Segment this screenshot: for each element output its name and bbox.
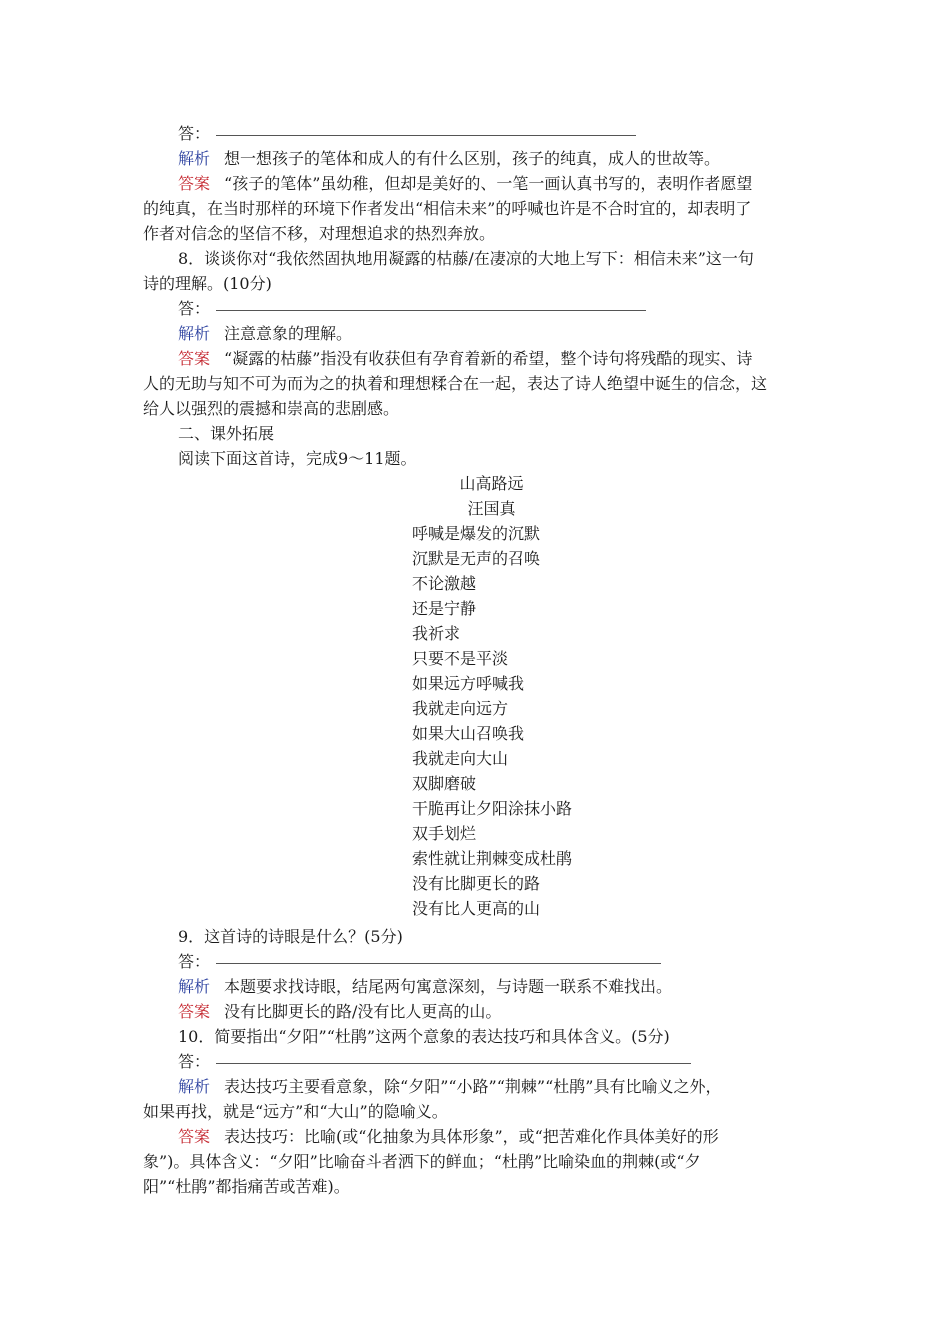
answer-q8-line-2: 人的无助与知不可为而为之的执着和理想糅合在一起，表达了诗人绝望中诞生的信念，这 xyxy=(143,374,768,393)
poem-line-3: 不论激越 xyxy=(412,574,477,593)
answer-text: 表达技巧：比喻(或“化抽象为具体形象”，或“把苦难化作具体美好的形 xyxy=(224,1127,719,1146)
poem-line-5: 我祈求 xyxy=(412,624,461,643)
answer-line-q7 xyxy=(178,121,636,146)
analysis-q10-line-2: 如果再找，就是“远方”和“大山”的隐喻义。 xyxy=(143,1102,448,1121)
analysis-tag: 解析 xyxy=(178,324,211,343)
poem-line-14: 索性就让荆棘变成杜鹃 xyxy=(412,849,573,868)
analysis-q8 xyxy=(178,321,352,346)
answer-prefix: 答： xyxy=(178,952,211,971)
poem-line-1: 呼喊是爆发的沉默 xyxy=(412,524,541,543)
analysis-q10-line-1 xyxy=(178,1074,721,1099)
question-q9: 9．这首诗的诗眼是什么？(5分) xyxy=(178,927,403,946)
answer-line-q8 xyxy=(178,296,646,321)
answer-q8-line-1 xyxy=(178,346,752,371)
question-q10: 10．简要指出“夕阳”“杜鹃”这两个意象的表达技巧和具体含义。(5分) xyxy=(178,1027,670,1046)
section-heading: 二、课外拓展 xyxy=(178,424,275,443)
poem-author: 汪国真 xyxy=(467,499,516,518)
answer-blank xyxy=(216,309,646,311)
poem-line-6: 只要不是平淡 xyxy=(412,649,509,668)
poem-line-9: 如果大山召唤我 xyxy=(412,724,525,743)
answer-tag: 答案 xyxy=(178,349,211,368)
answer-prefix: 答： xyxy=(178,299,211,318)
analysis-text: 本题要求找诗眼，结尾两句寓意深刻，与诗题一联系不难找出。 xyxy=(224,977,673,996)
analysis-text: 表达技巧主要看意象，除“夕阳”“小路”“荆棘”“杜鹃”具有比喻义之外， xyxy=(224,1077,722,1096)
analysis-q7 xyxy=(178,146,720,171)
answer-q7-line-3: 作者对信念的坚信不移，对理想追求的热烈奔放。 xyxy=(143,224,496,243)
question-q8-line-2: 诗的理解。(10分) xyxy=(143,274,272,293)
poem-title: 山高路远 xyxy=(459,474,524,493)
poem-line-2: 沉默是无声的召唤 xyxy=(412,549,541,568)
answer-prefix: 答： xyxy=(178,124,211,143)
answer-tag: 答案 xyxy=(178,1127,211,1146)
answer-q10-line-1 xyxy=(178,1124,719,1149)
analysis-tag: 解析 xyxy=(178,977,211,996)
poem-line-7: 如果远方呼喊我 xyxy=(412,674,525,693)
poem-line-15: 没有比脚更长的路 xyxy=(412,874,541,893)
answer-blank xyxy=(216,962,661,964)
answer-blank xyxy=(216,1062,691,1064)
answer-text: “孩子的笔体”虽幼稚，但却是美好的、一笔一画认真书写的，表明作者愿望 xyxy=(224,174,753,193)
poem-line-10: 我就走向大山 xyxy=(412,749,509,768)
answer-prefix: 答： xyxy=(178,1052,211,1071)
analysis-text: 注意意象的理解。 xyxy=(224,324,353,343)
analysis-text: 想一想孩子的笔体和成人的有什么区别，孩子的纯真，成人的世故等。 xyxy=(224,149,721,168)
answer-tag: 答案 xyxy=(178,1002,211,1021)
poem-line-11: 双脚磨破 xyxy=(412,774,477,793)
analysis-q9 xyxy=(178,974,672,999)
analysis-tag: 解析 xyxy=(178,1077,211,1096)
answer-q9 xyxy=(178,999,501,1024)
answer-line-q9 xyxy=(178,949,661,974)
answer-tag: 答案 xyxy=(178,174,211,193)
poem-line-4: 还是宁静 xyxy=(412,599,477,618)
poem-line-8: 我就走向远方 xyxy=(412,699,509,718)
answer-q7-line-1 xyxy=(178,171,752,196)
section-instruction: 阅读下面这首诗，完成9～11题。 xyxy=(178,449,417,468)
poem-line-13: 双手划烂 xyxy=(412,824,477,843)
poem-line-12: 干脆再让夕阳涂抹小路 xyxy=(412,799,573,818)
answer-q10-line-2: 象”)。具体含义：“夕阳”比喻奋斗者洒下的鲜血；“杜鹃”比喻染血的荆棘(或“夕 xyxy=(143,1152,701,1171)
answer-text: 没有比脚更长的路/没有比人更高的山。 xyxy=(224,1002,502,1021)
answer-q10-line-3: 阳”“杜鹃”都指痛苦或苦难)。 xyxy=(143,1177,350,1196)
analysis-tag: 解析 xyxy=(178,149,211,168)
poem-line-16: 没有比人更高的山 xyxy=(412,899,541,918)
answer-q8-line-3: 给人以强烈的震撼和崇高的悲剧感。 xyxy=(143,399,400,418)
answer-blank xyxy=(216,134,636,136)
answer-text: “凝露的枯藤”指没有收获但有孕育着新的希望，整个诗句将残酷的现实、诗 xyxy=(224,349,753,368)
question-q8-line-1: 8．谈谈你对“我依然固执地用凝露的枯藤/在凄凉的大地上写下：相信未来”这一句 xyxy=(178,249,754,268)
answer-q7-line-2: 的纯真，在当时那样的环境下作者发出“相信未来”的呼喊也许是不合时宜的，却表明了 xyxy=(143,199,752,218)
answer-line-q10 xyxy=(178,1049,691,1074)
